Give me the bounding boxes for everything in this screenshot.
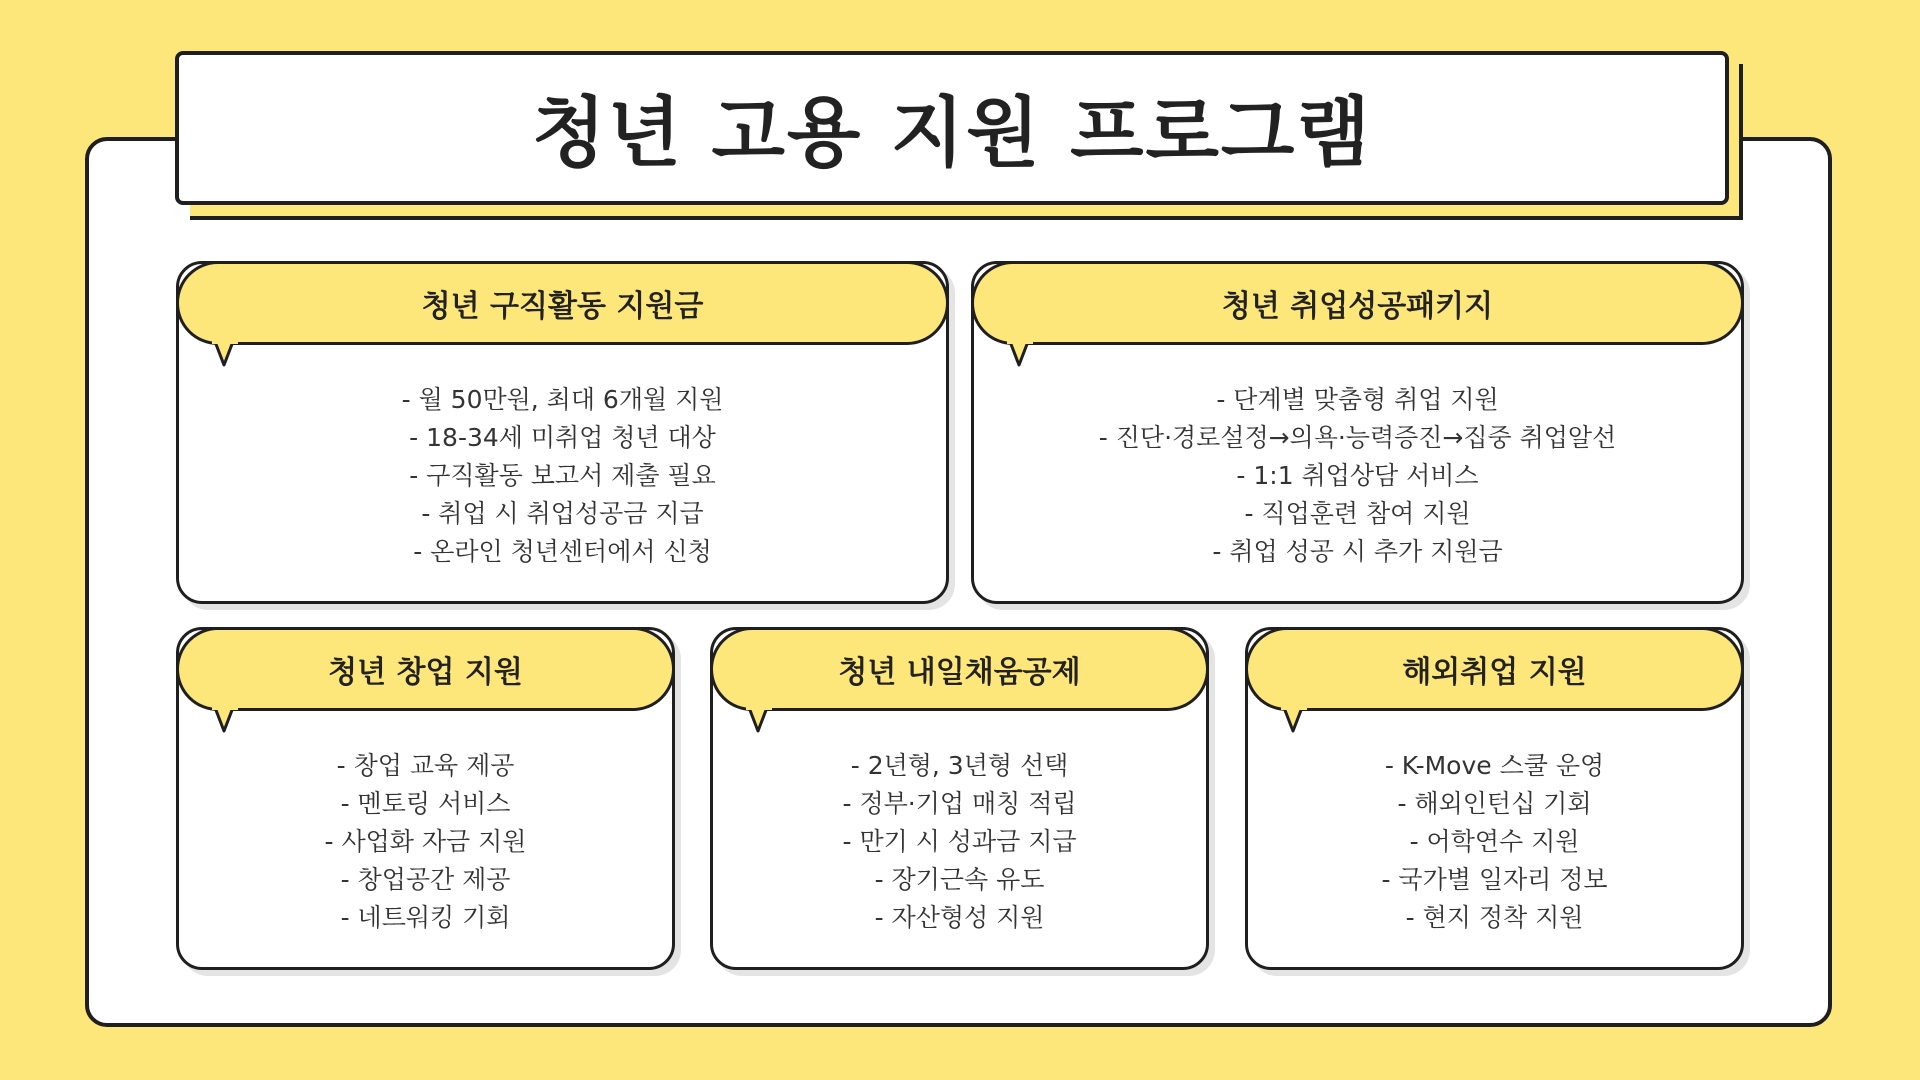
card-item-list [971,381,1744,571]
list-item: - 진단·경로설정→의욕·능력증진→집중 취업알선 [1098,423,1617,452]
speech-tail-icon [1007,339,1037,367]
card-header-bubble [176,627,675,711]
card-header-bubble [710,627,1209,711]
card-tomorrow-fund [710,627,1209,970]
title-banner [175,51,1729,205]
list-item: - 만기 시 성과금 지급 [842,827,1077,856]
list-item: - 취업 성공 시 추가 지원금 [1212,537,1503,566]
list-item: - 멘토링 서비스 [340,789,511,818]
list-item: - 18-34세 미취업 청년 대상 [409,423,716,452]
list-item: - 어학연수 지원 [1409,827,1580,856]
list-item: - 취업 시 취업성공금 지급 [421,499,704,528]
list-item: - 창업공간 제공 [340,865,511,894]
list-item: - 1:1 취업상담 서비스 [1236,461,1479,490]
list-item: - 네트워킹 기회 [340,903,511,932]
list-item: - 온라인 청년센터에서 신청 [413,537,712,566]
list-item: - 월 50만원, 최대 6개월 지원 [401,385,724,414]
speech-tail-icon [212,705,242,733]
list-item: - 2년형, 3년형 선택 [850,751,1069,780]
list-item: - 창업 교육 제공 [336,751,515,780]
speech-tail-icon [1281,705,1311,733]
card-startup-support [176,627,675,970]
list-item: - K-Move 스쿨 운영 [1384,751,1605,780]
list-item: - 구직활동 보고서 제출 필요 [409,461,716,490]
card-header-bubble [971,261,1744,345]
list-item: - 사업화 자금 지원 [324,827,527,856]
card-item-list [1245,747,1744,937]
card-header-bubble [1245,627,1744,711]
list-item: - 정부·기업 매칭 적립 [842,789,1077,818]
card-job-seeking-allowance [176,261,949,604]
card-title: 청년 창업 지원 [328,655,523,690]
card-title: 해외취업 지원 [1402,655,1587,690]
card-item-list [710,747,1209,937]
list-item: - 장기근속 유도 [874,865,1045,894]
list-item: - 자산형성 지원 [874,903,1045,932]
list-item: - 현지 정착 지원 [1405,903,1584,932]
card-title: 청년 구직활동 지원금 [421,289,704,324]
list-item: - 단계별 맞춤형 취업 지원 [1216,385,1499,414]
page-title: 청년 고용 지원 프로그램 [532,87,1372,177]
speech-tail-icon [212,339,242,367]
card-item-list [176,747,675,937]
card-overseas-employment [1245,627,1744,970]
list-item: - 해외인턴십 기회 [1397,789,1592,818]
speech-tail-icon [746,705,776,733]
card-employment-success-package [971,261,1744,604]
list-item: - 직업훈련 참여 지원 [1244,499,1471,528]
card-header-bubble [176,261,949,345]
card-title: 청년 내일채움공제 [838,655,1081,690]
list-item: - 국가별 일자리 정보 [1381,865,1608,894]
card-item-list [176,381,949,571]
card-title: 청년 취업성공패키지 [1221,289,1494,324]
